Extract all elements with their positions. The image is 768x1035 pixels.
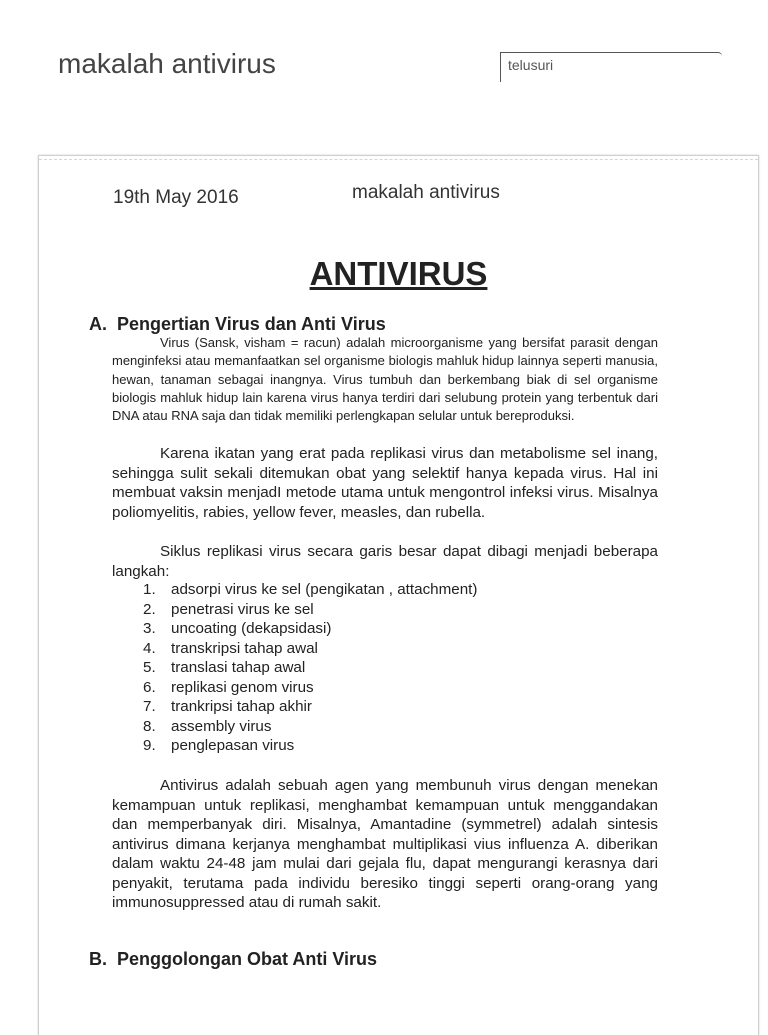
section-b-heading [89,949,377,970]
section-b-letter: B. [89,949,107,969]
blog-title[interactable]: makalah antivirus [58,48,276,79]
post-card [38,155,759,1035]
search-input[interactable] [501,53,708,73]
list-item: 9. penglepasan virus [143,737,295,754]
list-item: 6. replikasi genom virus [143,678,314,696]
list-item: 7. trankripsi tahap akhir [143,698,312,715]
document-heading: ANTIVIRUS [309,255,488,292]
replication-steps-list [143,580,477,756]
paragraph-replication-cycle: Siklus replikasi virus secara garis besar dapat dibagi menjadi beberapa langkah: [112,543,658,580]
paragraph-virus-definition: Virus (Sansk, visham = racun) adalah microorganisme yang bersifat parasit dengan menginfeksi atau memanfaatkan sel organisme biologis mahluk hidup lainnya seperti manusia, hewan, tanaman sebagai inangnya. Virus tumbuh dan berkembang biak di sel organisme biologis mahluk hidup lain karena virus hanya terdiri dari selubung protein yang terbentuk dari DNA atau RNA saja dan tidak memiliki perlengkapan selular untuk bereproduksi. [112,335,658,424]
list-item: 5. translasi tahap awal [143,659,306,676]
card-divider [39,159,758,160]
list-item: 8. assembly virus [143,717,272,735]
list-item: 2. penetrasi virus ke sel [143,600,314,618]
post-date: 19th May 2016 [113,187,239,208]
section-a-title: Pengertian Virus dan Anti Virus [117,314,386,334]
list-item: 3. uncoating (dekapsidasi) [143,620,332,637]
list-item: 1. adsorpi virus ke sel (pengikatan , attachment) [143,581,478,598]
search-box[interactable] [500,52,722,82]
list-item: 4. transkripsi tahap awal [143,639,318,657]
section-a-heading [89,314,386,335]
paragraph-virus-replication: Karena ikatan yang erat pada replikasi virus dan metabolisme sel inang, sehingga sulit sekali ditemukan obat yang selektif hanya kepada virus. Hal ini membuat vaksin menjadI metode utama untuk mengontrol infeksi virus. Misalnya poliomyelitis, rabies, yellow fever, measles, dan rubella. [112,445,658,521]
section-b-title: Penggolongan Obat Anti Virus [117,949,378,969]
section-a-letter: A. [89,314,107,334]
post-title[interactable]: makalah antivirus [352,182,500,203]
paragraph-antivirus-definition: Antivirus adalah sebuah agen yang membunuh virus dengan menekan kemampuan untuk replikasi, menghambat kemampuan untuk menggandakan dan memperbanyak diri. Misalnya, Amantadine (symmetrel) adalah sintesis antivirus dimana kerjanya menghambat multiplikasi vius influenza A. diberikan dalam waktu 24-48 jam mulai dari gejala flu, dapat mengurangi kerasnya dari penyakit, terutama pada individu beresiko tinggi seperti orang-orang yang immunosuppressed atau di rumah sakit. [112,777,658,911]
